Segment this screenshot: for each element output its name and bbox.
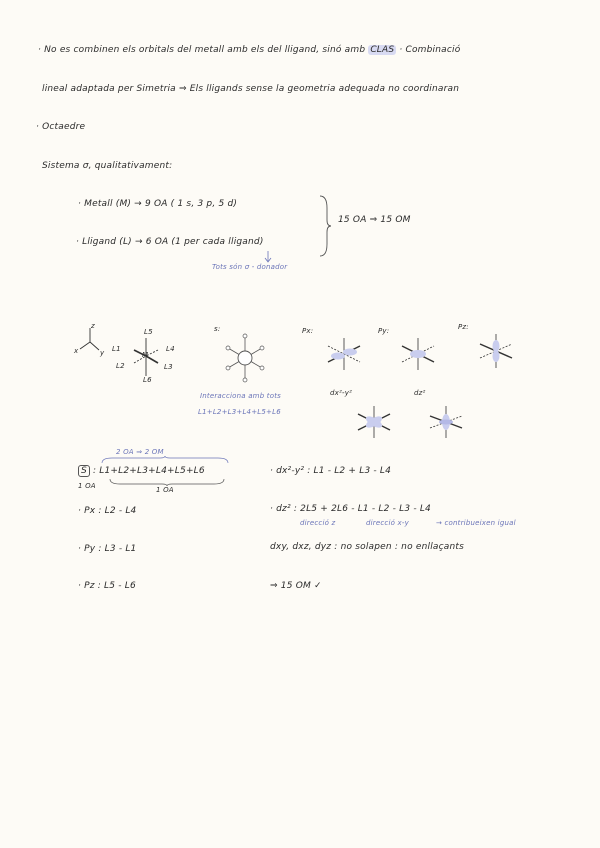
dx2y2-combo: [270, 466, 391, 476]
top-brace-icon: [100, 456, 230, 464]
dx2y2-orbital-diagram: [352, 404, 396, 440]
ligand-L3: L3: [164, 363, 173, 371]
dz2-note-xy: direcció x-y: [366, 519, 409, 527]
total-orbitals: 15 OA ⇒ 15 OM: [338, 215, 411, 225]
py-combo-eq: : L3 - L1: [98, 544, 137, 554]
s-combo-eq: : L1+L2+L3+L4+L5+L6: [92, 466, 205, 476]
s-combo: [78, 466, 205, 476]
s-under-note-2: 1 OA: [156, 486, 174, 494]
s-under-note: 1 OA: [78, 482, 96, 490]
dz2-combo-eq: : 2L5 + 2L6 - L1 - L2 - L3 - L4: [293, 504, 431, 514]
s-combo-label: S: [78, 465, 90, 477]
ligand-line: · Lligand (L) → 6 OA (1 per cada lligand): [76, 237, 264, 247]
s-orbital-label: s:: [214, 325, 221, 333]
px-label: Px:: [302, 327, 314, 335]
dz2-note-z: direcció z: [300, 519, 336, 527]
text-line-1b: · Combinació: [399, 45, 461, 55]
pz-combo-label: Pz: [84, 581, 95, 591]
py-orbital-diagram: [396, 336, 440, 372]
dz2-note-equal: → contribueixen igual: [436, 519, 516, 527]
dz2-label: dz²: [414, 389, 426, 397]
axis-y-label: y: [100, 349, 105, 357]
interact-note: Interacciona amb tots: [200, 392, 281, 400]
text-line-4: Sistema σ, qualitativament:: [42, 161, 173, 171]
interact-sum: L1+L2+L3+L4+L5+L6: [198, 408, 281, 416]
ligand-L6: L6: [143, 376, 152, 384]
ligand-L2: L2: [116, 362, 125, 370]
pz-orbital-diagram: [474, 332, 518, 370]
pz-combo: · Pz : L5 - L6: [78, 581, 136, 591]
dz2-combo-label: · dz²: [270, 504, 291, 514]
oa-om-note: 2 OA ⇒ 2 OM: [116, 448, 164, 456]
axis-z-label: z: [91, 322, 95, 330]
ligand-L5: L5: [144, 328, 153, 336]
text-line-1a: · No es combinen els orbitals del metall amb els del lligand, sinó amb: [38, 45, 366, 55]
metal-M: M: [142, 351, 149, 359]
px-orbital-diagram: [322, 336, 366, 372]
s-orbital-diagram: [220, 333, 270, 383]
py-combo: · Py : L3 - L1: [78, 544, 137, 554]
py-combo-label: Py: [84, 544, 96, 554]
pz-label: Pz:: [458, 323, 469, 331]
dx2y2-combo-label: · dx²-y²: [270, 466, 305, 476]
dxy-line: dxy, dxz, dyz : no solapen : no enllaçants: [270, 542, 464, 552]
text-line-1: [38, 45, 460, 55]
px-combo-label: Px: [84, 506, 96, 516]
dz2-orbital-diagram: [424, 404, 468, 440]
ligand-L4: L4: [166, 345, 175, 353]
bottom-brace-icon: [108, 478, 226, 486]
px-combo: · Px : L2 - L4: [78, 506, 137, 516]
dx2y2-combo-eq: : L1 - L2 + L3 - L4: [307, 466, 392, 476]
metal-line: · Metall (M) → 9 OA ( 1 s, 3 p, 5 d): [78, 199, 238, 209]
dx2y2-label: dx²-y²: [330, 389, 353, 397]
px-combo-eq: : L2 - L4: [98, 506, 137, 516]
text-line-2: lineal adaptada per Simetria ⇒ Els lligands sense la geometria adequada no coordinaran: [42, 84, 460, 94]
clas-highlight: CLAS: [370, 45, 395, 55]
text-line-3: · Octaedre: [36, 122, 86, 132]
pz-combo-eq: : L5 - L6: [97, 581, 136, 591]
donor-note: Tots són σ - donador: [212, 263, 288, 271]
dz2-combo: [270, 504, 431, 514]
brace-icon: [318, 194, 332, 258]
down-arrow-icon: [264, 251, 272, 263]
final-line: ⇒ 15 OM ✓: [270, 581, 322, 591]
ligand-L1: L1: [112, 345, 121, 353]
py-label: Py:: [378, 327, 390, 335]
axis-x-label: x: [74, 347, 79, 355]
